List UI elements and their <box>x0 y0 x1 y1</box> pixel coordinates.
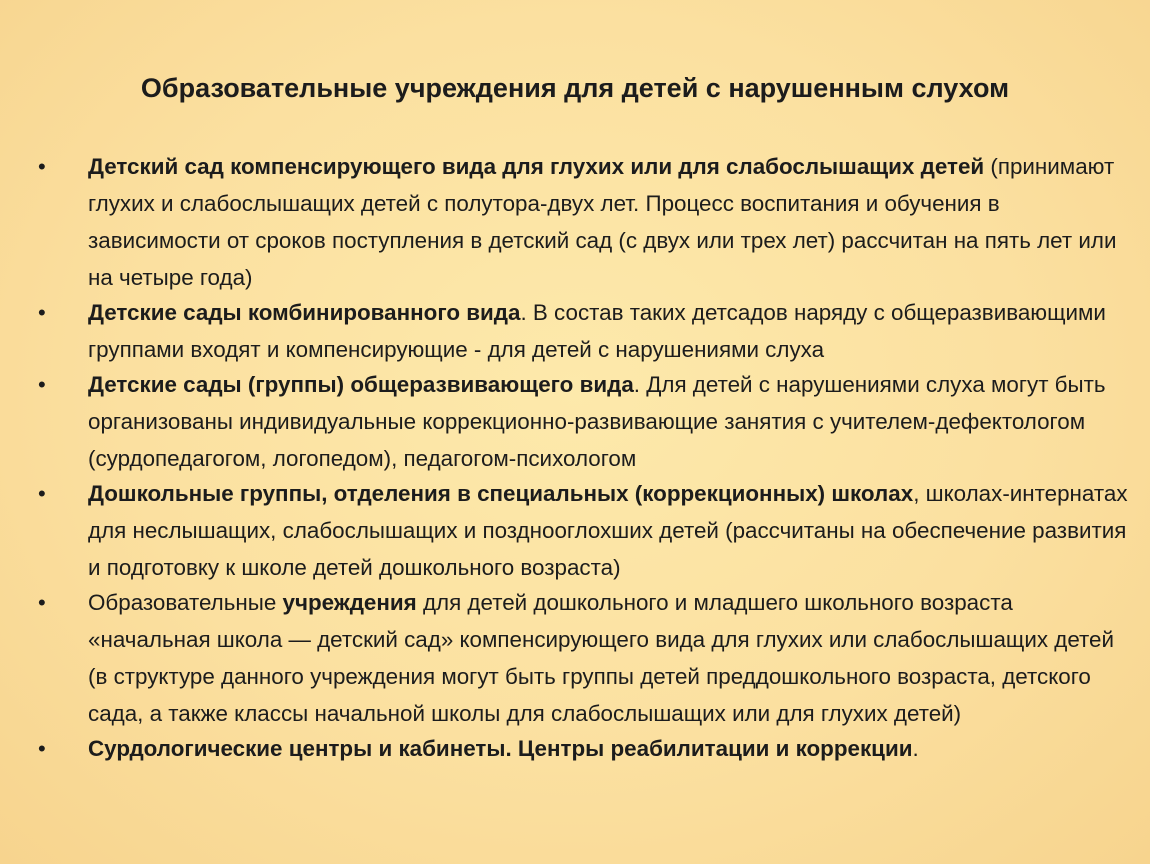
bullet-icon: • <box>38 736 46 761</box>
list-item <box>38 475 1138 586</box>
item-text: . <box>912 736 919 761</box>
list-item <box>38 148 1138 296</box>
bullet-icon: • <box>38 590 46 615</box>
item-text: . В состав таких детсадов наряду с общеразвивающими группами входят и компенсирующие - для детей с нарушениями слуха <box>88 300 1106 362</box>
item-bold-text: Сурдологические центры и кабинеты. Центры реабилитации и коррекции <box>88 736 913 761</box>
item-text: , школах-интернатах для неслышащих, слабослышащих и позднооглохших детей (рассчитаны на обеспечение развития и подготовку к школе детей дошкольного возраста) <box>88 481 1128 580</box>
bullet-icon: • <box>38 154 46 179</box>
item-bold-text: Дошкольные группы, отделения в специальных (коррекционных) школах <box>88 481 914 506</box>
list-item <box>38 294 1138 368</box>
bullet-list <box>38 148 1138 765</box>
item-pre-text: Образовательные <box>88 590 283 615</box>
item-bold-text: Детский сад компенсирующего вида для глухих или для слабослышащих детей <box>88 154 985 179</box>
bullet-icon: • <box>38 300 46 325</box>
item-bold-text: Детские сады комбинированного вида <box>88 300 521 325</box>
list-item <box>38 584 1138 732</box>
item-bold-text: Детские сады (группы) общеразвивающего вида <box>88 372 634 397</box>
item-bold-text: учреждения <box>282 590 417 615</box>
item-text: (принимают глухих и слабослышащих детей с полутора-двух лет. Процесс воспитания и обучения в зависимости от сроков поступления в детский сад (с двух или трех лет) рассчитан на пять лет или на четыре года) <box>88 154 1117 290</box>
bullet-icon: • <box>38 481 46 506</box>
list-item <box>38 730 1138 767</box>
list-item <box>38 366 1138 477</box>
item-text: . Для детей с нарушениями слуха могут быть организованы индивидуальные коррекционно-развивающие занятия с учителем-дефектологом (сурдопедагогом, логопедом), педагогом-психологом <box>88 372 1106 471</box>
item-text: для детей дошкольного и младшего школьного возраста «начальная школа — детский сад» компенсирующего вида для глухих или слабослышащих детей (в структуре данного учреждения могут быть группы детей преддошкольного возраста, детского сада, а также классы начальной школы для слабослышащих или для глухих детей) <box>88 590 1115 726</box>
bullet-icon: • <box>38 372 46 397</box>
slide-title: Образовательные учреждения для детей с нарушенным слухом <box>140 73 1010 103</box>
